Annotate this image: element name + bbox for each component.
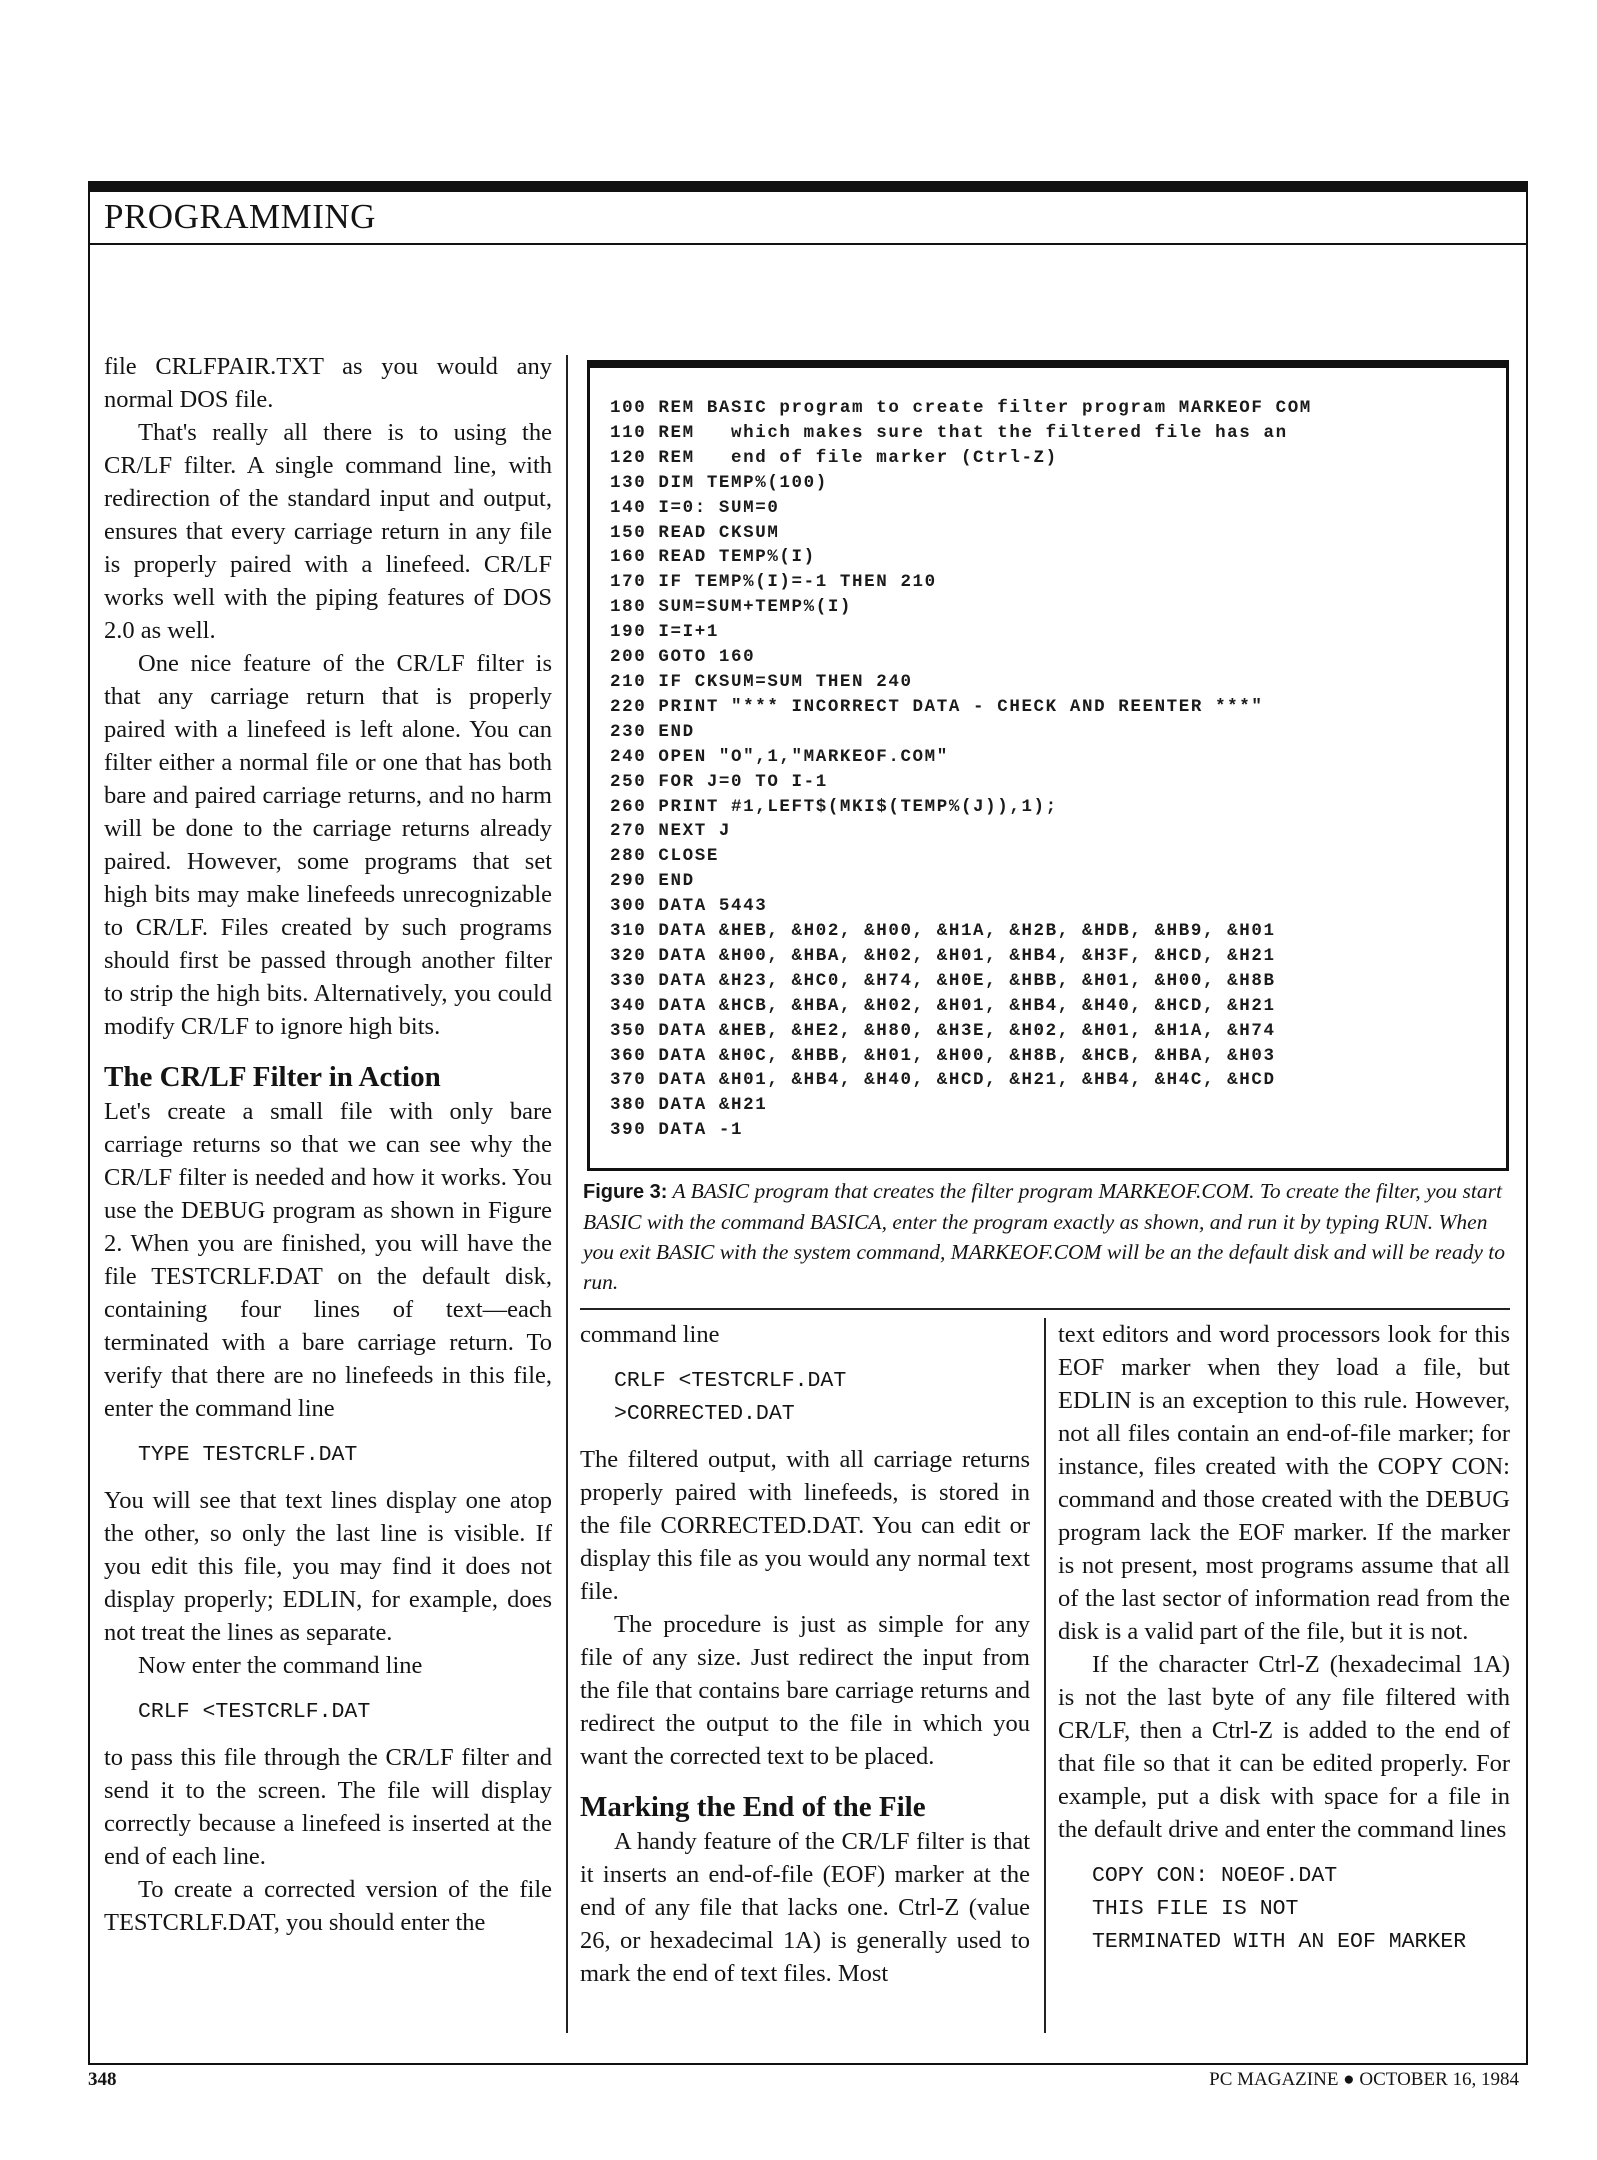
paragraph: Now enter the command line bbox=[138, 1652, 423, 1679]
code-listing-line: 250 FOR J=0 TO I-1 bbox=[610, 771, 828, 792]
paragraph: You will see that text lines display one atop the other, so only the last line is visible. If you edit this file, you may find it does not display properly; EDLIN, for example, does not treat the lines as separate. bbox=[104, 1487, 552, 1646]
code-listing-line: 130 DIM TEMP%(100) bbox=[610, 472, 828, 493]
code-listing-line: 190 I=I+1 bbox=[610, 622, 719, 643]
code-listing-line: 380 DATA &H21 bbox=[610, 1095, 768, 1116]
code-listing-line: 270 NEXT J bbox=[610, 821, 732, 842]
code-listing-line: 340 DATA &HCB, &HBA, &H02, &H01, &HB4, &H40, &HCD, &H21 bbox=[610, 995, 1276, 1016]
paragraph: text editors and word processors look for this EOF marker when they load a file, but EDLIN is an exception to this rule. However, not all files contain an end-of-file marker; for instance, files created with the COPY CON: command and those created with the DEBUG program lack the EOF marker. If the marker is not present, most programs assume that all of the last sector of information read from the disk is a valid part of the file, but it is not. bbox=[1058, 1321, 1510, 1645]
paragraph: A handy feature of the CR/LF filter is that it inserts an end-of-file (EOF) marker at the end of any file that lacks one. Ctrl-Z (value 26, or hexadecimal 1A) is generally used to mark the end of text files. Most bbox=[580, 1828, 1030, 1987]
code-listing-line: 280 CLOSE bbox=[610, 846, 719, 867]
running-footer: PC MAGAZINE ● OCTOBER 16, 1984 bbox=[1209, 2069, 1519, 2090]
column-1 bbox=[104, 350, 552, 1939]
section-title: PROGRAMMING bbox=[104, 197, 376, 236]
caption-label: Figure 3: bbox=[583, 1181, 668, 1203]
code-listing-line: 390 DATA -1 bbox=[610, 1120, 744, 1141]
code-line: CRLF <TESTCRLF.DAT bbox=[138, 1700, 371, 1724]
code-line: >CORRECTED.DAT bbox=[614, 1402, 795, 1426]
code-listing-line: 160 READ TEMP%(I) bbox=[610, 547, 816, 568]
code-listing-line: 140 I=0: SUM=0 bbox=[610, 497, 780, 518]
paragraph: The filtered output, with all carriage returns properly paired with linefeeds, is stored in the file CORRECTED.DAT. You can edit or display this file as you would any normal text file. bbox=[580, 1446, 1030, 1605]
code-listing-line: 330 DATA &H23, &HC0, &H74, &H0E, &HBB, &H01, &H00, &H8B bbox=[610, 970, 1276, 991]
paragraph: file CRLFPAIR.TXT as you would any normal DOS file. bbox=[104, 353, 552, 413]
code-listing-line: 240 OPEN "O",1,"MARKEOF.COM" bbox=[610, 746, 949, 767]
caption-rule bbox=[580, 1308, 1510, 1310]
section-heading: The CR/LF Filter in Action bbox=[104, 1061, 441, 1093]
paragraph: If the character Ctrl-Z (hexadecimal 1A) is not the last byte of any file filtered with CR/LF, then a Ctrl-Z is added to the end of that file so that it can be edited properly. For example, put a disk with space for a file in the default drive and enter the command lines bbox=[1058, 1651, 1510, 1843]
code-line: COPY CON: NOEOF.DAT bbox=[1092, 1864, 1338, 1888]
code-listing-line: 310 DATA &HEB, &H02, &H00, &H1A, &H2B, &HDB, &HB9, &H01 bbox=[610, 921, 1276, 942]
code-listing-line: 150 READ CKSUM bbox=[610, 522, 780, 543]
code-listing-line: 360 DATA &H0C, &HBB, &H01, &H00, &H8B, &HCB, &HBA, &H03 bbox=[610, 1045, 1276, 1066]
code-listing-line: 350 DATA &HEB, &HE2, &H80, &H3E, &H02, &H01, &H1A, &H74 bbox=[610, 1020, 1276, 1041]
code-listing-line: 370 DATA &H01, &HB4, &H40, &HCD, &H21, &HB4, &H4C, &HCD bbox=[610, 1070, 1276, 1091]
code-line: TYPE TESTCRLF.DAT bbox=[138, 1443, 358, 1467]
figure-caption bbox=[583, 1176, 1513, 1297]
code-listing-line: 200 GOTO 160 bbox=[610, 647, 756, 668]
code-listing bbox=[610, 396, 1496, 1143]
code-listing-line: 320 DATA &H00, &HBA, &H02, &H01, &HB4, &H3F, &HCD, &H21 bbox=[610, 945, 1276, 966]
column-3 bbox=[1058, 1318, 1510, 1959]
paragraph: One nice feature of the CR/LF filter is that any carriage return that is properly paired with a linefeed is left alone. You can filter either a normal file or one that has both bare and paired carriage returns, and no harm will be done to the carriage returns already paired. However, some programs that set high bits may make linefeeds unrecognizable to CR/LF. Files created by such programs should first be passed through another filter to strip the high bits. Alternatively, you could modify CR/LF to ignore high bits. bbox=[104, 650, 552, 1040]
column-divider bbox=[1044, 1318, 1046, 2033]
code-line: TERMINATED WITH AN EOF MARKER bbox=[1092, 1930, 1467, 1954]
code-line: CRLF <TESTCRLF.DAT bbox=[614, 1369, 847, 1393]
code-listing-line: 290 END bbox=[610, 871, 695, 892]
code-listing-line: 110 REM which makes sure that the filtered file has an bbox=[610, 422, 1288, 443]
column-divider bbox=[566, 355, 568, 2033]
code-listing-line: 180 SUM=SUM+TEMP%(I) bbox=[610, 597, 853, 618]
paragraph: command line bbox=[580, 1321, 720, 1348]
paragraph: to pass this file through the CR/LF filter and send it to the screen. The file will display correctly because a linefeed is inserted at the end of each line. bbox=[104, 1744, 552, 1870]
paragraph: To create a corrected version of the file TESTCRLF.DAT, you should enter the bbox=[104, 1876, 552, 1936]
paragraph: Let's create a small file with only bare carriage returns so that we can see why the CR/LF filter is needed and how it works. You use the DEBUG program as shown in Figure 2. When you are finished, you will have the file TESTCRLF.DAT on the default disk, containing four lines of text—each terminated with a bare carriage return. To verify that there are no linefeeds in this file, enter the command line bbox=[104, 1098, 552, 1422]
code-listing-line: 230 END bbox=[610, 721, 695, 742]
caption-text: A BASIC program that creates the filter program MARKEOF.COM. To create the filter, you start BASIC with the command BASICA, enter the program exactly as shown, and run it by typing RUN. When you exit BASIC with the system command, MARKEOF.COM will be an the default disk and will be ready to run. bbox=[583, 1179, 1505, 1294]
paragraph: That's really all there is to using the CR/LF filter. A single command line, with redirection of the standard input and output, ensures that every carriage return in any file is properly paired with a linefeed. CR/LF works well with the piping features of DOS 2.0 as well. bbox=[104, 419, 552, 644]
page-number: 348 bbox=[88, 2069, 117, 2090]
code-listing-line: 300 DATA 5443 bbox=[610, 896, 768, 917]
code-listing-line: 210 IF CKSUM=SUM THEN 240 bbox=[610, 671, 913, 692]
column-2 bbox=[580, 1318, 1030, 1990]
code-listing-line: 120 REM end of file marker (Ctrl-Z) bbox=[610, 447, 1058, 468]
section-heading: Marking the End of the File bbox=[580, 1791, 926, 1823]
code-listing-line: 170 IF TEMP%(I)=-1 THEN 210 bbox=[610, 572, 937, 593]
code-line: THIS FILE IS NOT bbox=[1092, 1897, 1299, 1921]
code-listing-line: 220 PRINT "*** INCORRECT DATA - CHECK AND REENTER ***" bbox=[610, 696, 1264, 717]
code-listing-line: 100 REM BASIC program to create filter program MARKEOF COM bbox=[610, 398, 1312, 418]
paragraph: The procedure is just as simple for any file of any size. Just redirect the input from the file that contains bare carriage returns and redirect the output to the file in which you want the corrected text to be placed. bbox=[580, 1611, 1030, 1770]
code-listing-box bbox=[587, 360, 1509, 1171]
code-listing-line: 260 PRINT #1,LEFT$(MKI$(TEMP%(J)),1); bbox=[610, 796, 1058, 817]
